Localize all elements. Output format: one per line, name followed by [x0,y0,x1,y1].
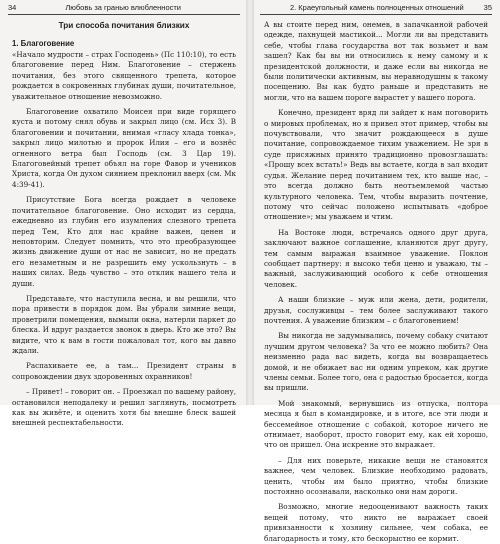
running-head: 2. Краеугольный камень полноценных отношений [289,3,464,12]
left-page-content [12,20,236,428]
paragraph: Возможно, многие недооценивают важность таких вещей потому, что никто не выражает своей привязанности к хозяину сильнее, чем собака, ее благодарность и тому, кто бескорыстно ее кормит. [264,502,488,543]
paragraph: – Для них поверьте, никакие вещи не становятся важнее, чем человек. Близкие необходимо радовать, ценить, чтобы им было приятно, чтобы близкие постоянно осознавали, насколько они нам дороги. [264,455,488,497]
page-number: 34 [8,3,17,12]
right-page [252,0,500,543]
paragraph: Присутствие Бога всегда рождает в человеке почитательное благоговение. Оно исходит из сердца, ежедневно из глубин его изумления слезного трепета перед Тем, Кто для нас крайне важен, ценен и неповторим. Следует помнить, что это преобразующее жизнь движение души от нас не зависит, но не предать его незаметным и не разрешить ему ускользнуть – в наших силах. Ведь чувство – это отклик нашего тела и души. [12,195,236,288]
paragraph: А вы стоите перед ним, онемев, в запачканной рабочей одежде, пахнущей мастикой... Могли ли вы представить себе, чтобы глава государства вот так возьмет и вам зашел? Как бы вы ни относились к нему самому и к президентской должности, и даже если вы никогда не были политически активным, вы неравнодушны к такому посещению. Вы как будто раньше и представить не могли, что на вашем пороге вырастет у вашего порога. [264,20,488,102]
paragraph: На Востоке люди, встречаясь одного друг друга, заключают важное соглашение, кланяются друг другу, тем самым выражая взаимное уважение. Поклон сообщает партнеру: я высоко тебя ценю и уважаю, ты – важный, заслуживающий особого к себе отношения человек. [264,227,488,289]
paragraph: Благоговение охватило Моисея при виде горящего куста и потому снял обувь и закрыл лицо (см. Исх 3). В благоговении и почитании, внимая «гласу хлада тонка», закрыл лицо милотью и пророк Илия – его и вознёс огненного ветра был Господь (см. 3 Цар 19). Благоговейный трепет объял на горе Фавор и учеников Христа, когда Он духом сиянием преклонил вверх (см. Мк 4:39-41). [12,107,236,189]
page-number: 35 [483,3,492,12]
paragraph: «Начало мудрости – страх Господень» (Пс 110:10), то есть благоговение перед Ним. Благоговение – стержень почитания, без этого священного трепета, которое рождается в сокровенных глубинах души, почитательное, уважительное отношение невозможно. [12,50,236,101]
left-page [0,0,248,428]
paragraph: Представьте, что наступила весна, и вы решили, что пора привести в порядок дом. Вы убрали зимние вещи, проветрили помещения, вымыли окна, натерли паркет до блеска. И вдруг раздается звонок в дверь. Кто же это? Вы видите, что к вам в гости пожаловал тот, кого вы давно ждали. [12,293,236,355]
paragraph: – Привет! – говорит он. – Проезжал по вашему району, остановился неподалеку и решил заглянуть, посмотреть как вы живёте, и оценить хотя бы внешне блеск вашей внешней респектабельности. [12,387,236,428]
paragraph: Вы никогда не задумывались, почему собаку считают лучшим другом человека? За что ее можно любить? Она неизменно рада вас видеть, когда вы возвращаетесь домой, и не обижает вас ни одним упреком, как другие члены семьи. Более того, она с радостью бросается, когда вы пришли. [264,331,488,393]
paragraph: Конечно, президент вряд ли зайдет к нам поговорить о мировых проблемах, но я привел этот пример, чтобы вы почувствовали, что значит рождающееся в душе почитание, сопровождаемое тихим уважением. Не зря в суде присяжных принято традиционно провозглашать: «Прошу всех встать!» Ведь вы встаете, когда в зал входит судья. Желание перед почитанием тех, кто выше нас, – это всегда должно быть неотъемлемой частью культурного человека. Тем, чтобы выразить почтение, потому что сейчас положено испытывать «доброе отношение»; мы уважаем и чтим. [264,108,488,222]
left-page-header [8,2,240,15]
subheading: 1. Благоговение [12,39,75,48]
paragraph: Распахиваете ее, а там... Президент страны в сопровождении двух здоровенных охранников! [12,361,236,381]
right-page-header [260,2,492,15]
running-head: Любовь за гранью влюбленности [65,3,181,12]
right-page-content [264,20,488,543]
paragraph: Мой знакомый, вернувшись из отпуска, полтора месяца я был в командировке, и в итоге, все эти люди и бессемейное отношение с собакой, которое ничего не отнимает, наоборот, просто говорит ему, как ей хорошо, что он пришел. Она искренне это выражает. [264,398,488,450]
paragraph: А наши близкие – муж или жена, дети, родители, друзья, сослуживцы – тем более заслуживают такого почтения. А уважение близким – с благоговением! [264,295,488,325]
section-title: Три способа почитания близких [58,21,190,30]
